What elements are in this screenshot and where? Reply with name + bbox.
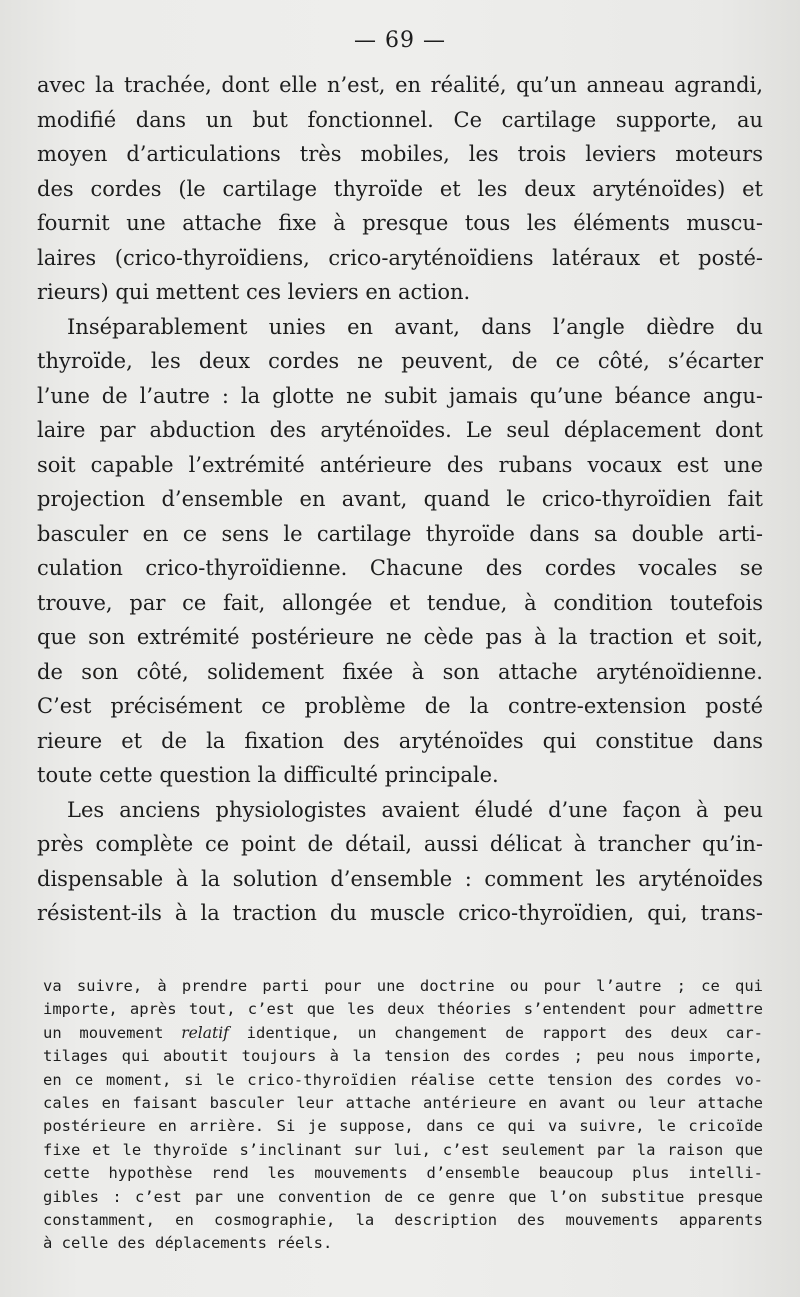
footnote-line: constamment, en cosmographie, la description des mouvements apparents (43, 1211, 763, 1230)
text-line: toute cette question la difficulté principale. (37, 763, 499, 787)
footnote-line: un mouvement relatif identique, un changement de rapport des deux car- (43, 1023, 763, 1042)
footnote (43, 975, 763, 1256)
text-line: culation crico-thyroïdienne. Chacune des cordes vocales se (37, 556, 763, 580)
text-line: Inséparablement unies en avant, dans l’angle dièdre du (67, 314, 763, 339)
text-line: trouve, par ce fait, allongée et tendue, à condition toutefois (37, 590, 763, 615)
body-text (37, 68, 763, 931)
paragraph (37, 68, 763, 310)
page-number: — 69 — (354, 28, 446, 53)
text-line: des cordes (le cartilage thyroïde et les deux aryténoïdes) et (37, 176, 763, 201)
paragraph (37, 793, 763, 931)
footnote-line: en ce moment, si le crico-thyroïdien réalise cette tension des cordes vo- (43, 1070, 763, 1089)
text-line: rieure et de la fixation des aryténoïdes qui constitue dans (37, 728, 763, 753)
text-line: avec la trachée, dont elle n’est, en réalité, qu’un anneau agrandi, (37, 73, 763, 97)
text-line: soit capable l’extrémité antérieure des rubans vocaux est une (37, 452, 763, 477)
text-line: fournit une attache fixe à presque tous les éléments muscu- (37, 211, 763, 235)
italic-text: relatif (181, 1023, 229, 1042)
footnote-line: à celle des déplacements réels. (43, 1234, 333, 1253)
footnote-line: gibles : c’est par une convention de ce genre que l’on substitue presque (43, 1187, 763, 1206)
text-line: laires (crico-thyroïdiens, crico-aryténoïdiens latéraux et posté- (37, 245, 763, 270)
text-line: près complète ce point de détail, aussi délicat à trancher qu’in- (37, 832, 763, 856)
text-line: dispensable à la solution d’ensemble : comment les aryténoïdes (37, 866, 763, 891)
footnote-line: importe, après tout, c’est que les deux théories s’entendent pour admettre (43, 1000, 763, 1019)
text-line: Les anciens physiologistes avaient éludé d’une façon à peu (67, 797, 763, 822)
text-line: basculer en ce sens le cartilage thyroïde dans sa double arti- (37, 521, 763, 546)
text-line: modifié dans un but fonctionnel. Ce cartilage supporte, au (37, 107, 763, 132)
text-line: C’est précisément ce problème de la contre-extension posté (37, 694, 763, 718)
footnote-line: tilages qui aboutit toujours à la tension des cordes ; peu nous importe, (43, 1047, 763, 1066)
text-line: rieurs) qui mettent ces leviers en action. (37, 280, 471, 304)
footnote-line: cales en faisant basculer leur attache antérieure en avant ou leur attache (43, 1094, 763, 1113)
text-line: de son côté, solidement fixée à son attache aryténoïdienne. (37, 659, 763, 684)
footnote-line: postérieure en arrière. Si je suppose, dans ce qui va suivre, le cricoïde (43, 1117, 763, 1136)
footnote-line: fixe et le thyroïde s’inclinant sur lui, c’est seulement par la raison que (43, 1140, 763, 1159)
footnote-line: va suivre, à prendre parti pour une doctrine ou pour l’autre ; ce qui (43, 977, 763, 995)
text-line: laire par abduction des aryténoïdes. Le seul déplacement dont (37, 418, 763, 442)
footnote-line: cette hypothèse rend les mouvements d’ensemble beaucoup plus intelli- (43, 1164, 763, 1183)
text-line: moyen d’articulations très mobiles, les trois leviers moteurs (37, 142, 763, 166)
paragraph (37, 310, 763, 793)
text-line: l’une de l’autre : la glotte ne subit jamais qu’une béance angu- (37, 383, 763, 408)
text-line: projection d’ensemble en avant, quand le crico-thyroïdien fait (37, 487, 763, 511)
text-line: que son extrémité postérieure ne cède pas à la traction et soit, (37, 625, 763, 649)
text-line: résistent-ils à la traction du muscle crico-thyroïdien, qui, trans- (37, 901, 763, 925)
text-line: thyroïde, les deux cordes ne peuvent, de ce côté, s’écarter (37, 349, 763, 373)
